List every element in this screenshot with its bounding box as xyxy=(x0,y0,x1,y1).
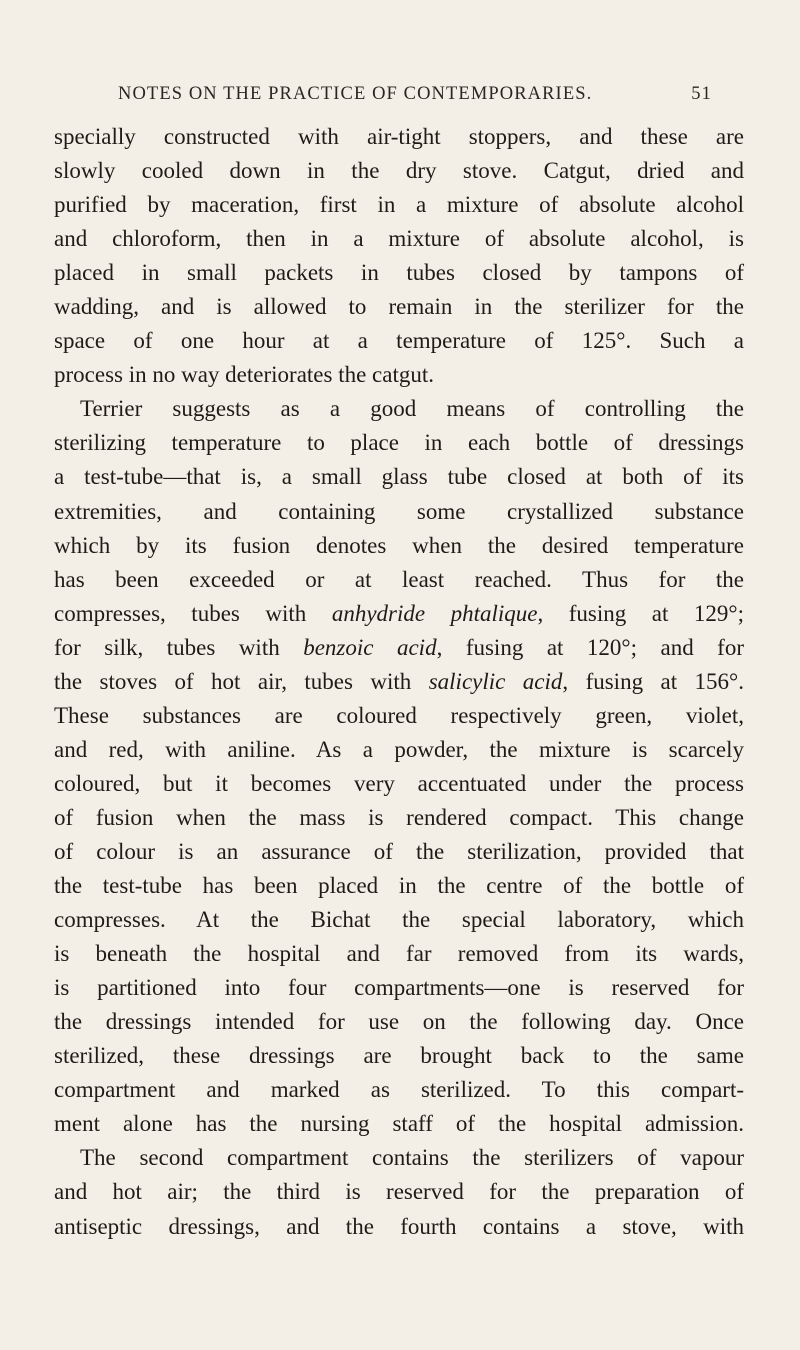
text-line xyxy=(54,154,744,188)
text-segment: and red, with aniline. As a powder, the mixture is scarcely xyxy=(54,736,744,762)
text-segment: the test-tube has been placed in the centre of the bottle of xyxy=(54,873,744,899)
text-line xyxy=(54,324,744,358)
text-segment: the stoves of hot air, tubes with xyxy=(54,668,429,694)
text-segment: for silk, tubes with xyxy=(54,634,304,660)
body-text xyxy=(54,120,744,1244)
text-line xyxy=(54,222,744,256)
text-line xyxy=(54,1005,744,1039)
page-number: 51 xyxy=(691,84,712,104)
text-line xyxy=(54,903,744,937)
text-line xyxy=(54,733,744,767)
text-line xyxy=(54,835,744,869)
text-segment: The second compartment contains the sterilizers of vapour xyxy=(80,1145,744,1171)
text-line xyxy=(54,426,744,460)
text-line xyxy=(54,1210,744,1244)
text-line xyxy=(54,1175,744,1209)
text-segment: sterilized, these dressings are brought back to the same xyxy=(54,1043,744,1069)
text-line xyxy=(54,699,744,733)
text-line xyxy=(54,256,744,290)
text-segment: space of one hour at a temperature of 125°. Such a xyxy=(54,328,744,354)
text-segment: of colour is an assurance of the sterilization, provided that xyxy=(54,838,744,864)
text-line xyxy=(54,869,744,903)
text-segment: is beneath the hospital and far removed from its wards, xyxy=(54,941,744,967)
text-segment: a test-tube—that is, a small glass tube closed at both of its xyxy=(54,464,744,490)
text-line xyxy=(54,1073,744,1107)
text-line xyxy=(54,563,744,597)
text-segment: slowly cooled down in the dry stove. Catgut, dried and xyxy=(54,158,744,184)
running-head-title: NOTES ON THE PRACTICE OF CONTEMPORARIES. xyxy=(118,84,593,104)
text-segment: , fusing at 120°; and for xyxy=(436,634,745,660)
text-segment: ment alone has the nursing staff of the hospital admission. xyxy=(54,1111,744,1137)
text-line xyxy=(54,460,744,494)
text-line xyxy=(54,1141,744,1175)
text-segment: antiseptic dressings, and the fourth contains a stove, with xyxy=(54,1213,744,1239)
text-line xyxy=(54,358,744,392)
text-segment: which by its fusion denotes when the desired temperature xyxy=(54,532,744,558)
text-segment: extremities, and containing some crystallized substance xyxy=(54,498,744,524)
text-segment: compresses. At the Bichat the special laboratory, which xyxy=(54,907,744,933)
text-segment: Terrier suggests as a good means of controlling the xyxy=(80,396,744,422)
text-line xyxy=(54,1039,744,1073)
italic-term: anhydride phtalique xyxy=(331,600,538,626)
text-segment: the dressings intended for use on the following day. Once xyxy=(54,1009,744,1035)
text-segment: of fusion when the mass is rendered compact. This change xyxy=(54,804,744,830)
text-segment: and hot air; the third is reserved for the preparation of xyxy=(54,1179,744,1205)
text-line xyxy=(54,392,744,426)
text-line xyxy=(54,120,744,154)
text-segment: coloured, but it becomes very accentuated under the process xyxy=(54,770,744,796)
text-line xyxy=(54,290,744,324)
text-segment: , fusing at 156°. xyxy=(562,668,744,694)
text-segment: specially constructed with air-tight stoppers, and these are xyxy=(54,124,744,149)
text-line xyxy=(54,937,744,971)
text-line xyxy=(54,495,744,529)
text-line xyxy=(54,188,744,222)
text-segment: is partitioned into four compartments—one is reserved for xyxy=(54,975,744,1001)
text-segment: purified by maceration, first in a mixture of absolute alcohol xyxy=(54,192,744,218)
text-line xyxy=(54,1107,744,1141)
text-line xyxy=(54,665,744,699)
text-line xyxy=(54,767,744,801)
text-segment: , fusing at 129°; xyxy=(537,600,745,626)
italic-term: benzoic acid xyxy=(303,634,437,660)
text-segment: These substances are coloured respectively green, violet, xyxy=(54,702,744,728)
text-line xyxy=(54,597,744,631)
italic-term: salicylic acid xyxy=(428,668,563,694)
text-segment: and chloroform, then in a mixture of absolute alcohol, is xyxy=(54,226,744,252)
text-segment: process in no way deteriorates the catgut. xyxy=(54,362,435,388)
text-segment: wadding, and is allowed to remain in the sterilizer for the xyxy=(54,294,744,320)
running-head xyxy=(118,84,712,110)
text-segment: placed in small packets in tubes closed by tampons of xyxy=(54,260,744,286)
text-segment: compartment and marked as sterilized. To this compart- xyxy=(54,1077,744,1103)
text-line xyxy=(54,529,744,563)
text-segment: sterilizing temperature to place in each bottle of dressings xyxy=(54,430,744,456)
text-segment: has been exceeded or at least reached. Thus for the xyxy=(54,566,744,592)
text-line xyxy=(54,971,744,1005)
text-line xyxy=(54,801,744,835)
text-segment: compresses, tubes with xyxy=(54,600,332,626)
text-line xyxy=(54,631,744,665)
